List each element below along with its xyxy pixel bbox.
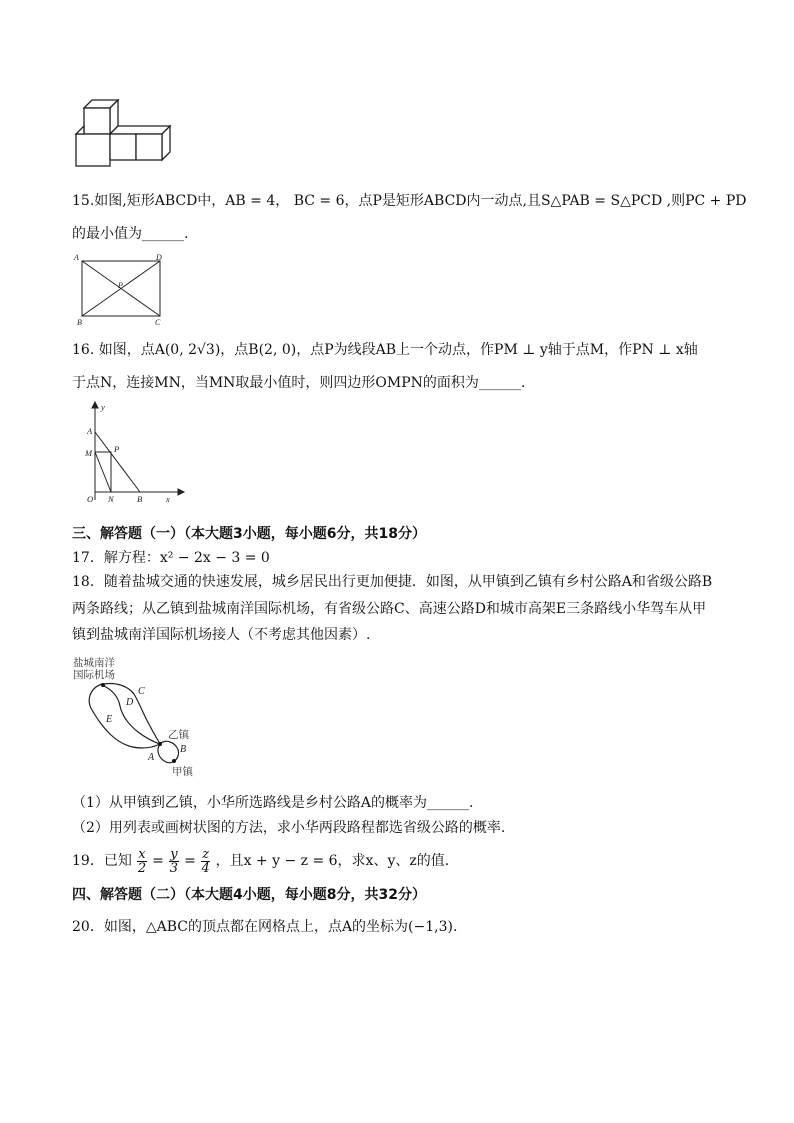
- equals-sign: =: [152, 853, 164, 869]
- label-d: D: [126, 697, 134, 708]
- q15-text-line1: 15.如图,矩形ABCD中，AB = 4， BC = 6，点P是矩形ABCD内一动点,且S△PAB = S△PCD ,则PC + PD: [72, 193, 747, 209]
- q18-text-line2: 两条路线；从乙镇到盐城南洋国际机场，有省级公路C、高速公路D和城市高架E三条路线小华驾车从甲: [72, 601, 707, 617]
- q15-text-line2: 的最小值为______.: [72, 226, 189, 242]
- label-p: P: [118, 281, 123, 290]
- label-a: A: [87, 426, 93, 436]
- q20-text: 20．如图，△ABC的顶点都在网格点上，点A的坐标为(−1,3).: [72, 919, 458, 935]
- coordinate-figure: [78, 400, 188, 512]
- label-a: A: [74, 253, 79, 262]
- label-y: y: [101, 402, 105, 412]
- fraction-x-2: $\frac{x}{2}$: [137, 846, 147, 876]
- label-e: E: [106, 714, 113, 725]
- jia-town-label: 甲镇: [172, 766, 193, 778]
- q18-text-line1: 18．随着盐城交通的快速发展，城乡居民出行更加便捷．如图，从甲镇到乙镇有乡村公路A和省级公路B: [72, 574, 713, 590]
- q19-prefix: 19．已知: [72, 853, 132, 869]
- section-3-heading: 三、解答题（一）（本大题3小题，每小题6分，共18分）: [72, 526, 426, 542]
- yi-town-point: [158, 742, 162, 746]
- q19-suffix: ，且x + y − z = 6，求x、y、z的值.: [215, 853, 450, 869]
- fraction-y-3: $\frac{y}{3}$: [169, 846, 179, 876]
- label-b: B: [180, 744, 187, 755]
- fraction-z-4: $\frac{z}{4}$: [201, 846, 210, 876]
- label-a: A: [148, 752, 155, 763]
- airport-label-1: 盐城南洋: [73, 657, 115, 669]
- q18-sub1: （1）从甲镇到乙镇，小华所选路线是乡村公路A的概率为______.: [72, 795, 474, 811]
- q18-text-line3: 镇到盐城南洋国际机场接人（不考虑其他因素）.: [72, 627, 371, 643]
- label-o: O: [87, 494, 94, 504]
- label-c: C: [138, 686, 145, 697]
- airport-point: [101, 683, 105, 687]
- q17-text: 17．解方程：x² − 2x − 3 = 0: [72, 550, 270, 566]
- equals-sign: =: [184, 853, 196, 869]
- yi-town-label: 乙镇: [168, 729, 189, 741]
- label-b: B: [77, 318, 82, 327]
- cube-figure: [70, 98, 174, 174]
- label-m: M: [85, 448, 93, 458]
- label-b: B: [137, 494, 143, 504]
- route-map-figure: [72, 654, 202, 784]
- label-n: N: [108, 494, 114, 504]
- airport-label-2: 国际机场: [73, 669, 115, 681]
- q16-text-line1: 16. 如图，点A(0, 2√3)，点B(2, 0)，点P为线段AB上一个动点，作PM ⊥ y轴于点M，作PN ⊥ x轴: [72, 342, 698, 358]
- label-d: D: [156, 253, 162, 262]
- jia-town-point: [172, 759, 176, 763]
- label-c: C: [155, 318, 161, 327]
- q18-sub2: （2）用列表或画树状图的方法，求小华两段路程都选省级公路的概率.: [72, 820, 506, 836]
- rectangle-figure: [72, 252, 172, 332]
- section-4-heading: 四、解答题（二）（本大题4小题，每小题8分，共32分）: [72, 887, 426, 903]
- label-p: P: [114, 444, 120, 454]
- q16-text-line2: 于点N，连接MN，当MN取最小值时，则四边形OMPN的面积为______.: [72, 375, 526, 391]
- label-x: x: [166, 494, 170, 504]
- q19-text: [72, 846, 449, 876]
